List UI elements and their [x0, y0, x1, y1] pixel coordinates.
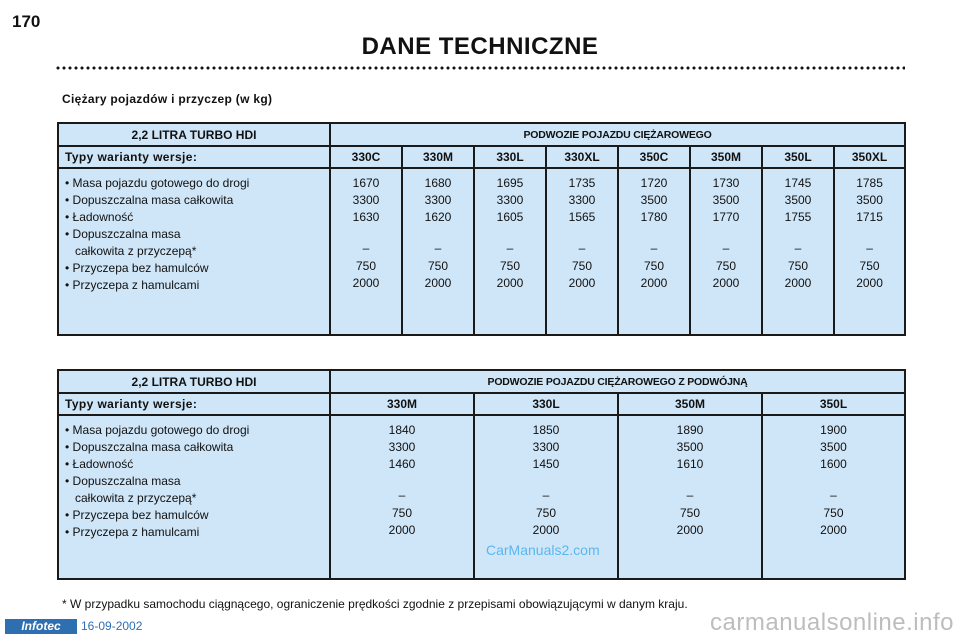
value-cell: 750 [427, 259, 449, 273]
value-cell: 750 [859, 259, 880, 273]
variant-values [834, 168, 905, 335]
value-cell: 750 [643, 259, 665, 273]
brand-badge: Infotec [5, 619, 77, 634]
value-cell: 3500 [820, 440, 847, 454]
site-watermark: carmanualsonline.info [710, 609, 954, 636]
variant-values [330, 415, 474, 579]
value-cell: 1720 [640, 176, 668, 190]
value-cell: 750 [679, 506, 701, 520]
value-cell: 1900 [820, 423, 847, 437]
value-cell: – [794, 241, 802, 255]
value-cell: 3300 [424, 193, 452, 207]
value-cell: 2000 [640, 276, 668, 290]
value-cell: 1450 [532, 457, 560, 471]
row-label: • Dopuszczalna masa [65, 227, 181, 241]
footnote: * W przypadku samochodu ciągnącego, ograniczenie prędkości zgodnie z przepisami obowiązującymi w danym kraju. [62, 597, 688, 611]
value-cell: 750 [823, 506, 844, 520]
row-label: • Dopuszczalna masa całkowita [65, 440, 234, 454]
value-cell: 2000 [424, 276, 452, 290]
value-cell: 1605 [496, 210, 524, 224]
value-cell: 1770 [712, 210, 740, 224]
watermark-text: CarManuals2.com [486, 542, 600, 558]
value-cell: 1755 [784, 210, 812, 224]
value-cell: 1680 [424, 176, 452, 190]
weights-table-chassis-cab [57, 122, 906, 336]
row-label: • Przyczepa bez hamulców [65, 508, 209, 522]
value-cell: 3300 [496, 193, 524, 207]
variant-values [618, 415, 762, 579]
weights-table-double-cab [57, 369, 906, 580]
value-cell: 2000 [388, 523, 416, 537]
value-cell: 2000 [712, 276, 740, 290]
value-cell: 3500 [676, 440, 704, 454]
value-cell: – [434, 241, 442, 255]
variant-header: 330XL [546, 146, 618, 168]
value-cell: 750 [571, 259, 593, 273]
value-cell: 3500 [712, 193, 740, 207]
value-cell: 1695 [496, 176, 524, 190]
row-label: • Masa pojazdu gotowego do drogi [65, 423, 250, 437]
row-label: • Masa pojazdu gotowego do drogi [65, 176, 250, 190]
value-cell: 1610 [676, 457, 704, 471]
row-label: • Dopuszczalna masa [65, 474, 181, 488]
row-label: • Przyczepa z hamulcami [65, 278, 200, 292]
page-title: DANE TECHNICZNE [361, 33, 599, 60]
variants-label: Typy warianty wersje: [58, 146, 330, 168]
value-cell: 750 [715, 259, 737, 273]
value-cell: – [398, 488, 406, 502]
engine-header: 2,2 LITRA TURBO HDI [58, 123, 330, 146]
value-cell: – [542, 488, 550, 502]
section-heading: Ciężary pojazdów i przyczep (w kg) [62, 92, 273, 106]
body-type-header: PODWOZIE POJAZDU CIĘŻAROWEGO [330, 123, 905, 146]
value-cell: 2000 [784, 276, 812, 290]
value-cell: 1630 [352, 210, 380, 224]
variant-header: 350M [690, 146, 762, 168]
value-cell: 1730 [712, 176, 740, 190]
value-cell: 750 [355, 259, 377, 273]
row-label: • Przyczepa bez hamulców [65, 261, 209, 275]
row-label: • Dopuszczalna masa całkowita [65, 193, 234, 207]
value-cell: 2000 [532, 523, 560, 537]
variant-header: 330M [330, 393, 474, 415]
row-label: całkowita z przyczepą* [65, 244, 197, 258]
value-cell: 1620 [424, 210, 452, 224]
variant-header: 350XL [834, 146, 905, 168]
value-cell: – [506, 241, 514, 255]
print-date: 16-09-2002 [81, 619, 143, 633]
dotted-divider [55, 66, 905, 70]
body-type-header: PODWOZIE POJAZDU CIĘŻAROWEGO Z PODWÓJNĄ [330, 370, 905, 393]
value-cell: – [578, 241, 586, 255]
row-labels [58, 415, 330, 579]
value-cell: 750 [499, 259, 521, 273]
value-cell: – [650, 241, 658, 255]
value-cell: 3500 [784, 193, 812, 207]
value-cell: – [722, 241, 730, 255]
row-labels [58, 168, 330, 335]
value-cell: 2000 [676, 523, 704, 537]
value-cell: – [866, 241, 873, 255]
variant-header: 330M [402, 146, 474, 168]
row-label: • Przyczepa z hamulcami [65, 525, 200, 539]
value-cell: 1850 [532, 423, 560, 437]
value-cell: 1735 [568, 176, 596, 190]
value-cell: 1745 [784, 176, 812, 190]
row-label: • Ładowność [65, 457, 134, 471]
value-cell: 1600 [820, 457, 847, 471]
variant-header: 330L [474, 146, 546, 168]
value-cell: 1460 [388, 457, 416, 471]
row-label: • Ładowność [65, 210, 134, 224]
variants-label: Typy warianty wersje: [58, 393, 330, 415]
variant-values [618, 168, 690, 335]
value-cell: 3500 [640, 193, 668, 207]
engine-header: 2,2 LITRA TURBO HDI [58, 370, 330, 393]
variant-values [402, 168, 474, 335]
value-cell: 2000 [820, 523, 847, 537]
value-cell: – [830, 488, 837, 502]
value-cell: 3300 [532, 440, 560, 454]
value-cell: 1890 [676, 423, 704, 437]
value-cell: 750 [787, 259, 809, 273]
variant-values [762, 415, 905, 579]
value-cell: 1565 [568, 210, 596, 224]
value-cell: 1785 [856, 176, 883, 190]
variant-values [546, 168, 618, 335]
value-cell: 750 [535, 506, 557, 520]
value-cell: 2000 [496, 276, 524, 290]
variant-header: 350L [762, 146, 834, 168]
value-cell: – [362, 241, 370, 255]
variant-header: 350C [618, 146, 690, 168]
value-cell: 2000 [856, 276, 883, 290]
value-cell: 750 [391, 506, 413, 520]
value-cell: 3300 [568, 193, 596, 207]
variant-values [330, 168, 402, 335]
value-cell: 1780 [640, 210, 668, 224]
variant-header: 330L [474, 393, 618, 415]
variant-header: 330C [330, 146, 402, 168]
variant-header: 350M [618, 393, 762, 415]
value-cell: 3300 [352, 193, 380, 207]
value-cell: 3500 [856, 193, 883, 207]
value-cell: 1715 [856, 210, 883, 224]
value-cell: – [686, 488, 694, 502]
page-number: 170 [12, 12, 41, 31]
value-cell: 1670 [352, 176, 380, 190]
value-cell: 2000 [568, 276, 596, 290]
variant-values [474, 168, 546, 335]
value-cell: 2000 [352, 276, 380, 290]
variant-values [762, 168, 834, 335]
value-cell: 3300 [388, 440, 416, 454]
variant-values [690, 168, 762, 335]
value-cell: 1840 [388, 423, 416, 437]
variant-header: 350L [762, 393, 905, 415]
row-label: całkowita z przyczepą* [65, 491, 197, 505]
